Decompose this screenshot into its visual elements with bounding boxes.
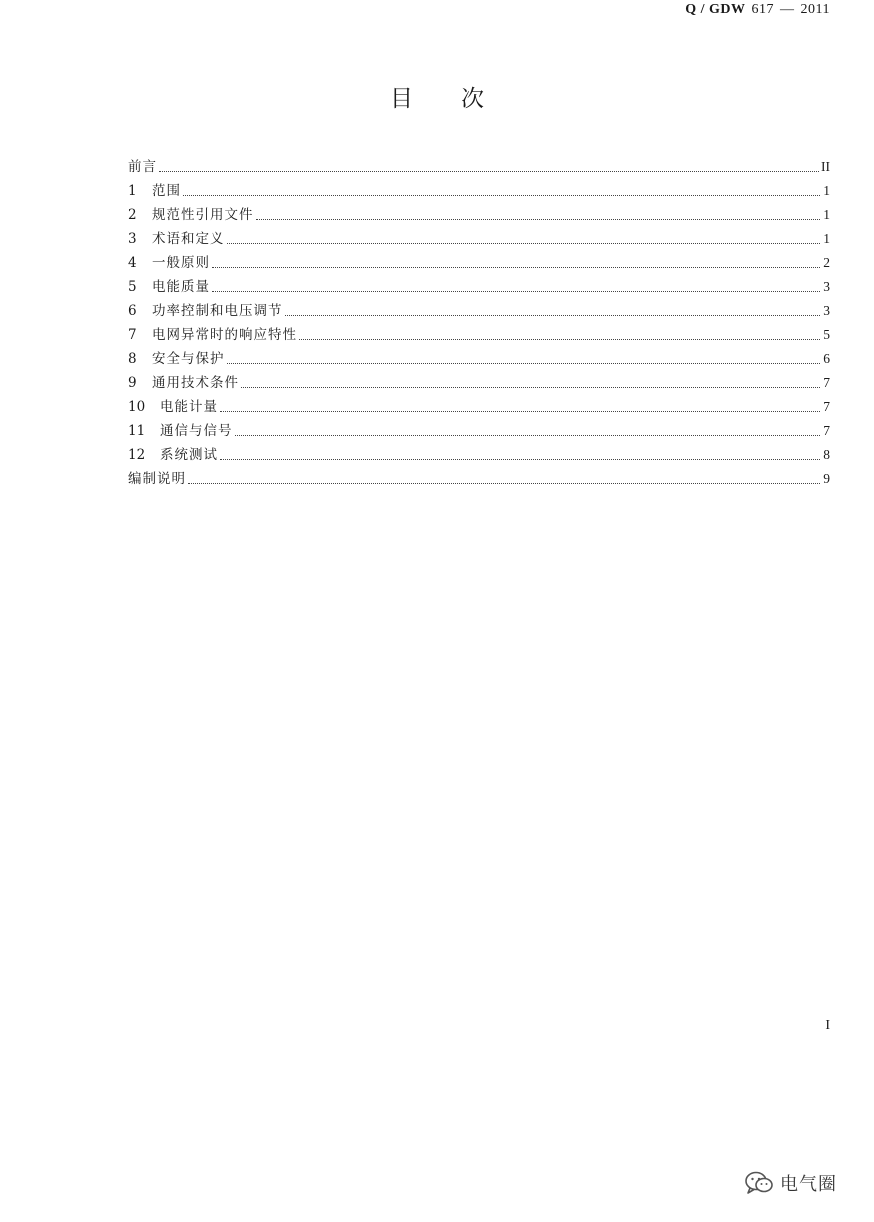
dot-leader: [212, 290, 820, 292]
toc-entry[interactable]: [128, 371, 830, 395]
toc-entry-page: 5: [823, 327, 830, 342]
dot-leader: [235, 434, 821, 436]
toc-entry-title: 前言: [128, 159, 157, 175]
toc-entry[interactable]: [128, 275, 830, 299]
toc-entry-title: 规范性引用文件: [152, 207, 254, 223]
toc-entry[interactable]: [128, 395, 830, 419]
toc-entry[interactable]: [128, 227, 830, 251]
toc-entry[interactable]: [128, 419, 830, 443]
standard-number: 617: [751, 2, 775, 17]
toc-entry[interactable]: [128, 347, 830, 371]
page-number: I: [825, 1018, 830, 1033]
dot-leader: [241, 386, 820, 388]
toc-entry[interactable]: [128, 467, 830, 491]
toc-entry-title: 一般原则: [152, 255, 210, 271]
dot-leader: [256, 218, 821, 220]
wechat-icon: [744, 1170, 774, 1196]
toc-entry-title: 系统测试: [160, 447, 218, 463]
toc-entry-number: 11: [128, 423, 146, 439]
dot-leader: [227, 242, 821, 244]
toc-entry-page: 3: [823, 279, 830, 294]
toc-entry-page: 8: [823, 447, 830, 462]
watermark: [744, 1170, 837, 1196]
toc-entry-page: 2: [823, 255, 830, 270]
toc-entry-number: 1: [128, 183, 137, 199]
toc-entry-title: 电能质量: [152, 279, 210, 295]
toc-entry-title: 编制说明: [128, 471, 186, 487]
dot-leader: [220, 410, 820, 412]
toc-entry-title: 术语和定义: [152, 231, 225, 247]
toc-entry-title: 范围: [152, 183, 181, 199]
toc-entry-page: 1: [823, 183, 830, 198]
toc-entry[interactable]: [128, 251, 830, 275]
dot-leader: [220, 458, 820, 460]
toc-entry[interactable]: [128, 155, 830, 179]
toc-entry-page: 1: [823, 207, 830, 222]
toc-entry-number: 10: [128, 399, 146, 415]
dot-leader: [183, 194, 820, 196]
toc-entry[interactable]: [128, 299, 830, 323]
dot-leader: [212, 266, 820, 268]
toc-entry-number: 12: [128, 447, 146, 463]
toc-entry-page: II: [821, 159, 830, 174]
toc-entry-number: 5: [128, 279, 137, 295]
toc-entry-number: 4: [128, 255, 137, 271]
toc-entry-page: 7: [823, 423, 830, 438]
code-separator: —: [780, 2, 795, 17]
toc-entry-number: 7: [128, 327, 137, 343]
toc-entry-page: 9: [823, 471, 830, 486]
toc-entry[interactable]: [128, 203, 830, 227]
toc-entry-title: 电能计量: [160, 399, 218, 415]
toc-entry-title: 电网异常时的响应特性: [152, 327, 297, 343]
standard-year: 2011: [800, 2, 830, 17]
watermark-text: 电气圈: [780, 1174, 837, 1195]
toc-entry-title: 通用技术条件: [152, 375, 239, 391]
standard-code-prefix: Q / GDW: [685, 2, 746, 17]
toc-entry-title: 通信与信号: [160, 423, 233, 439]
toc-entry-number: 6: [128, 303, 137, 319]
toc-entry[interactable]: [128, 179, 830, 203]
toc-entry-number: 9: [128, 375, 137, 391]
dot-leader: [227, 362, 821, 364]
toc-entry[interactable]: [128, 323, 830, 347]
toc-entry-number: 8: [128, 351, 137, 367]
toc-entry-title: 安全与保护: [152, 351, 225, 367]
dot-leader: [159, 170, 819, 172]
toc-entry-page: 1: [823, 231, 830, 246]
toc-entry-title: 功率控制和电压调节: [152, 303, 283, 319]
toc-entry-page: 3: [823, 303, 830, 318]
toc-entry-page: 7: [823, 375, 830, 390]
toc-entry-number: 2: [128, 207, 137, 223]
table-of-contents: [128, 155, 830, 491]
dot-leader: [299, 338, 820, 340]
toc-entry[interactable]: [128, 443, 830, 467]
dot-leader: [285, 314, 821, 316]
dot-leader: [188, 482, 820, 484]
toc-entry-number: 3: [128, 231, 137, 247]
toc-entry-page: 7: [823, 399, 830, 414]
document-code-header: [685, 2, 830, 18]
toc-entry-page: 6: [823, 351, 830, 366]
toc-title: 目次: [390, 86, 532, 112]
